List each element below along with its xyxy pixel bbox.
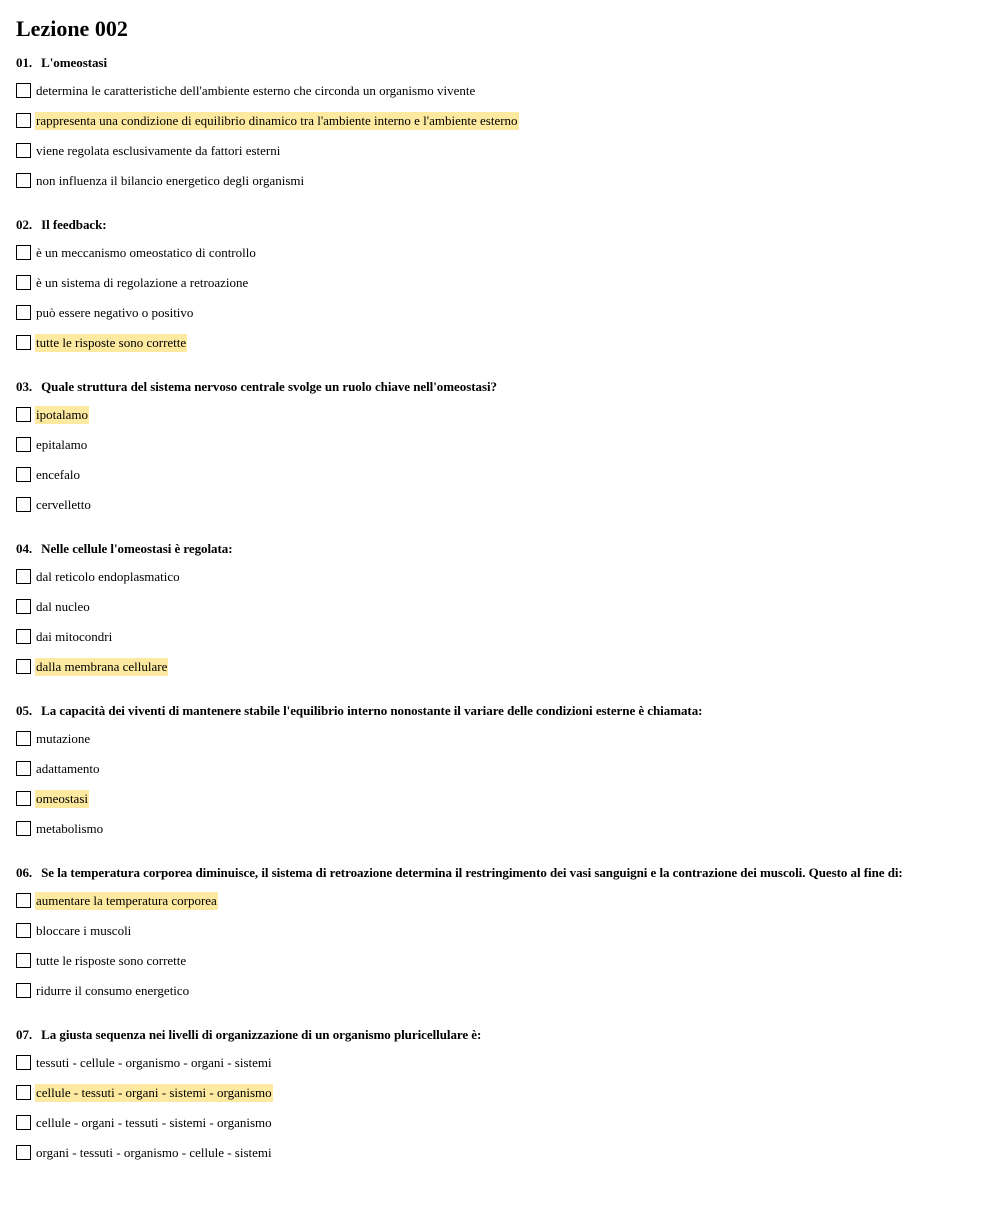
answer-options	[16, 406, 986, 526]
question-number: 04.	[16, 541, 33, 556]
checkbox[interactable]	[16, 893, 31, 908]
question-text: La giusta sequenza nei livelli di organizzazione di un organismo pluricellulare è:	[41, 1027, 482, 1042]
checkbox[interactable]	[16, 275, 31, 290]
answer-option[interactable]	[16, 172, 986, 202]
answer-text: tutte le risposte sono corrette	[36, 953, 187, 968]
question-header	[16, 540, 986, 558]
answer-text: dal nucleo	[36, 599, 90, 614]
correct-answer-text: aumentare la temperatura corporea	[36, 893, 217, 908]
answer-options	[16, 730, 986, 850]
correct-answer-text: omeostasi	[36, 791, 88, 806]
answer-text: può essere negativo o positivo	[36, 305, 194, 320]
answer-text: organi - tessuti - organismo - cellule - sistemi	[36, 1145, 272, 1160]
answer-option[interactable]	[16, 568, 986, 598]
question-block	[16, 540, 986, 688]
checkbox[interactable]	[16, 569, 31, 584]
checkbox[interactable]	[16, 335, 31, 350]
checkbox[interactable]	[16, 659, 31, 674]
answer-options	[16, 82, 986, 202]
answer-option[interactable]	[16, 730, 986, 760]
correct-answer-text: ipotalamo	[36, 407, 88, 422]
answer-option[interactable]	[16, 658, 986, 688]
checkbox[interactable]	[16, 791, 31, 806]
checkbox[interactable]	[16, 761, 31, 776]
question-number: 06.	[16, 865, 33, 880]
answer-option[interactable]	[16, 1114, 986, 1144]
checkbox[interactable]	[16, 143, 31, 158]
question-header	[16, 378, 986, 396]
question-header	[16, 216, 986, 234]
question-text: La capacità dei viventi di mantenere stabile l'equilibrio interno nonostante il variare delle condizioni esterne è chiamata:	[41, 703, 703, 718]
answer-option[interactable]	[16, 1054, 986, 1084]
answer-option[interactable]	[16, 982, 986, 1012]
answer-option[interactable]	[16, 628, 986, 658]
checkbox[interactable]	[16, 983, 31, 998]
checkbox[interactable]	[16, 173, 31, 188]
answer-text: encefalo	[36, 467, 81, 482]
checkbox[interactable]	[16, 923, 31, 938]
question-block	[16, 378, 986, 526]
correct-answer-text: rappresenta una condizione di equilibrio dinamico tra l'ambiente interno e l'ambiente esterno	[36, 113, 518, 128]
correct-answer-text: dalla membrana cellulare	[36, 659, 168, 674]
question-text: Nelle cellule l'omeostasi è regolata:	[41, 541, 233, 556]
answer-text: determina le caratteristiche dell'ambiente esterno che circonda un organismo vivente	[36, 83, 476, 98]
answer-text: bloccare i muscoli	[36, 923, 132, 938]
answer-options	[16, 892, 986, 1012]
answer-option[interactable]	[16, 406, 986, 436]
checkbox[interactable]	[16, 305, 31, 320]
answer-text: cervelletto	[36, 497, 91, 512]
answer-text: è un sistema di regolazione a retroazione	[36, 275, 249, 290]
checkbox[interactable]	[16, 467, 31, 482]
answer-option[interactable]	[16, 334, 986, 364]
answer-option[interactable]	[16, 1144, 986, 1174]
answer-option[interactable]	[16, 466, 986, 496]
checkbox[interactable]	[16, 1145, 31, 1160]
page-title: Lezione 002	[16, 16, 128, 41]
answer-text: ridurre il consumo energetico	[36, 983, 190, 998]
question-block	[16, 54, 986, 202]
checkbox[interactable]	[16, 1115, 31, 1130]
answer-text: tessuti - cellule - organismo - organi - sistemi	[36, 1055, 272, 1070]
checkbox[interactable]	[16, 437, 31, 452]
answer-text: mutazione	[36, 731, 91, 746]
answer-option[interactable]	[16, 142, 986, 172]
question-text: Il feedback:	[41, 217, 107, 232]
answer-option[interactable]	[16, 244, 986, 274]
answer-options	[16, 244, 986, 364]
answer-text: non influenza il bilancio energetico degli organismi	[36, 173, 305, 188]
checkbox[interactable]	[16, 497, 31, 512]
checkbox[interactable]	[16, 1055, 31, 1070]
checkbox[interactable]	[16, 629, 31, 644]
answer-option[interactable]	[16, 952, 986, 982]
answer-option[interactable]	[16, 304, 986, 334]
question-number: 02.	[16, 217, 33, 232]
correct-answer-text: cellule - tessuti - organi - sistemi - organismo	[36, 1085, 272, 1100]
answer-option[interactable]	[16, 436, 986, 466]
answer-option[interactable]	[16, 496, 986, 526]
checkbox[interactable]	[16, 83, 31, 98]
answer-option[interactable]	[16, 274, 986, 304]
question-header	[16, 54, 986, 72]
answer-option[interactable]	[16, 598, 986, 628]
answer-text: è un meccanismo omeostatico di controllo	[36, 245, 256, 260]
answer-text: adattamento	[36, 761, 100, 776]
question-number: 03.	[16, 379, 33, 394]
answer-option[interactable]	[16, 82, 986, 112]
question-number: 05.	[16, 703, 33, 718]
checkbox[interactable]	[16, 821, 31, 836]
answer-option[interactable]	[16, 790, 986, 820]
answer-option[interactable]	[16, 1084, 986, 1114]
answer-option[interactable]	[16, 112, 986, 142]
answer-option[interactable]	[16, 922, 986, 952]
question-header	[16, 1026, 986, 1044]
answer-options	[16, 1054, 986, 1174]
question-text: L'omeostasi	[41, 55, 108, 70]
question-text: Quale struttura del sistema nervoso centrale svolge un ruolo chiave nell'omeostasi?	[41, 379, 497, 394]
answer-text: epitalamo	[36, 437, 88, 452]
checkbox[interactable]	[16, 731, 31, 746]
answer-options	[16, 568, 986, 688]
answer-option[interactable]	[16, 820, 986, 850]
checkbox[interactable]	[16, 245, 31, 260]
question-header	[16, 864, 986, 882]
checkbox[interactable]	[16, 953, 31, 968]
answer-text: cellule - organi - tessuti - sistemi - organismo	[36, 1115, 272, 1130]
answer-text: dal reticolo endoplasmatico	[36, 569, 180, 584]
answer-option[interactable]	[16, 760, 986, 790]
answer-option[interactable]	[16, 892, 986, 922]
question-block	[16, 702, 986, 850]
question-text: Se la temperatura corporea diminuisce, il sistema di retroazione determina il restringimento dei vasi sanguigni e la contrazione dei muscoli. Questo al fine di:	[41, 865, 903, 880]
question-number: 01.	[16, 55, 33, 70]
question-block	[16, 216, 986, 364]
question-number: 07.	[16, 1027, 33, 1042]
answer-text: metabolismo	[36, 821, 104, 836]
checkbox[interactable]	[16, 599, 31, 614]
checkbox[interactable]	[16, 407, 31, 422]
question-block	[16, 864, 986, 1012]
answer-text: viene regolata esclusivamente da fattori esterni	[36, 143, 281, 158]
answer-text: dai mitocondri	[36, 629, 113, 644]
checkbox[interactable]	[16, 1085, 31, 1100]
question-header	[16, 702, 986, 720]
question-block	[16, 1026, 986, 1174]
correct-answer-text: tutte le risposte sono corrette	[36, 335, 187, 350]
checkbox[interactable]	[16, 113, 31, 128]
